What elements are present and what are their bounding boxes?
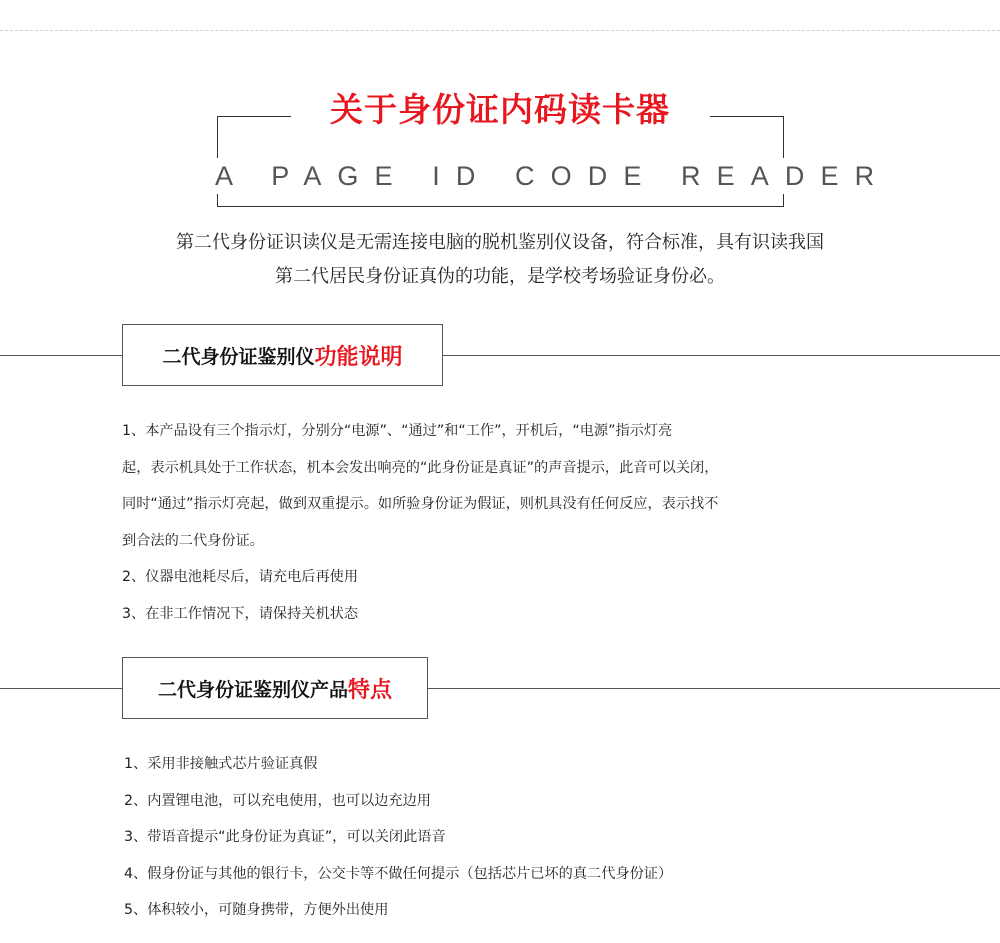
bracket-top-right bbox=[710, 116, 784, 117]
page-subtitle: A PAGE ID CODE READER bbox=[215, 158, 788, 194]
list-item: 5、体积较小，可随身携带，方便外出使用 bbox=[124, 902, 389, 918]
list-item: 2、内置锂电池，可以充电使用，也可以边充边用 bbox=[124, 792, 431, 809]
features-list bbox=[124, 746, 884, 929]
section-heading-red-text: 功能说明 bbox=[314, 344, 403, 370]
top-dashed-divider bbox=[0, 30, 1000, 31]
list-item: 同时“通过”指示灯亮起，做到双重提示。如所验身份证为假证，则机具没有任何反应，表示找不 bbox=[122, 496, 719, 512]
section-heading-functions bbox=[122, 324, 443, 386]
list-item: 3、在非工作情况下，请保持关机状态 bbox=[122, 605, 359, 622]
list-item: 起，表示机具处于工作状态，机本会发出响亮的“此身份证是真证”的声音提示，此音可以关闭， bbox=[122, 459, 719, 476]
section-heading-dark-text: 二代身份证鉴别仪产品 bbox=[157, 678, 348, 701]
list-item: 1、采用非接触式芯片验证真假 bbox=[124, 756, 318, 772]
list-item: 到合法的二代身份证。 bbox=[122, 532, 264, 549]
page-title: 关于身份证内码读卡器 bbox=[330, 90, 670, 129]
bracket-bottom bbox=[217, 206, 784, 207]
section-heading-dark-text: 二代身份证鉴别仪 bbox=[162, 345, 315, 368]
list-item: 3、带语音提示“此身份证为真证”，可以关闭此语音 bbox=[124, 829, 446, 845]
intro-line: 第二代身份证识读仪是无需连接电脑的脱机鉴别仪设备，符合标准，具有识读我国 bbox=[176, 232, 824, 253]
intro-line: 第二代居民身份证真伪的功能，是学校考场验证身份必。 bbox=[275, 266, 725, 287]
list-item: 1、本产品设有三个指示灯，分别分“电源”、“通过”和“工作”，开机后，“电源”指示灯亮 bbox=[122, 423, 673, 439]
bracket-top-left bbox=[217, 116, 291, 117]
functions-list bbox=[122, 413, 882, 632]
intro-paragraph bbox=[100, 226, 900, 294]
list-item: 2、仪器电池耗尽后，请充电后再使用 bbox=[122, 569, 359, 585]
section-heading-red-text: 特点 bbox=[348, 677, 393, 703]
list-item: 4、假身份证与其他的银行卡，公交卡等不做任何提示（包括芯片已坏的真二代身份证） bbox=[124, 865, 673, 882]
section-heading-features bbox=[122, 657, 428, 719]
